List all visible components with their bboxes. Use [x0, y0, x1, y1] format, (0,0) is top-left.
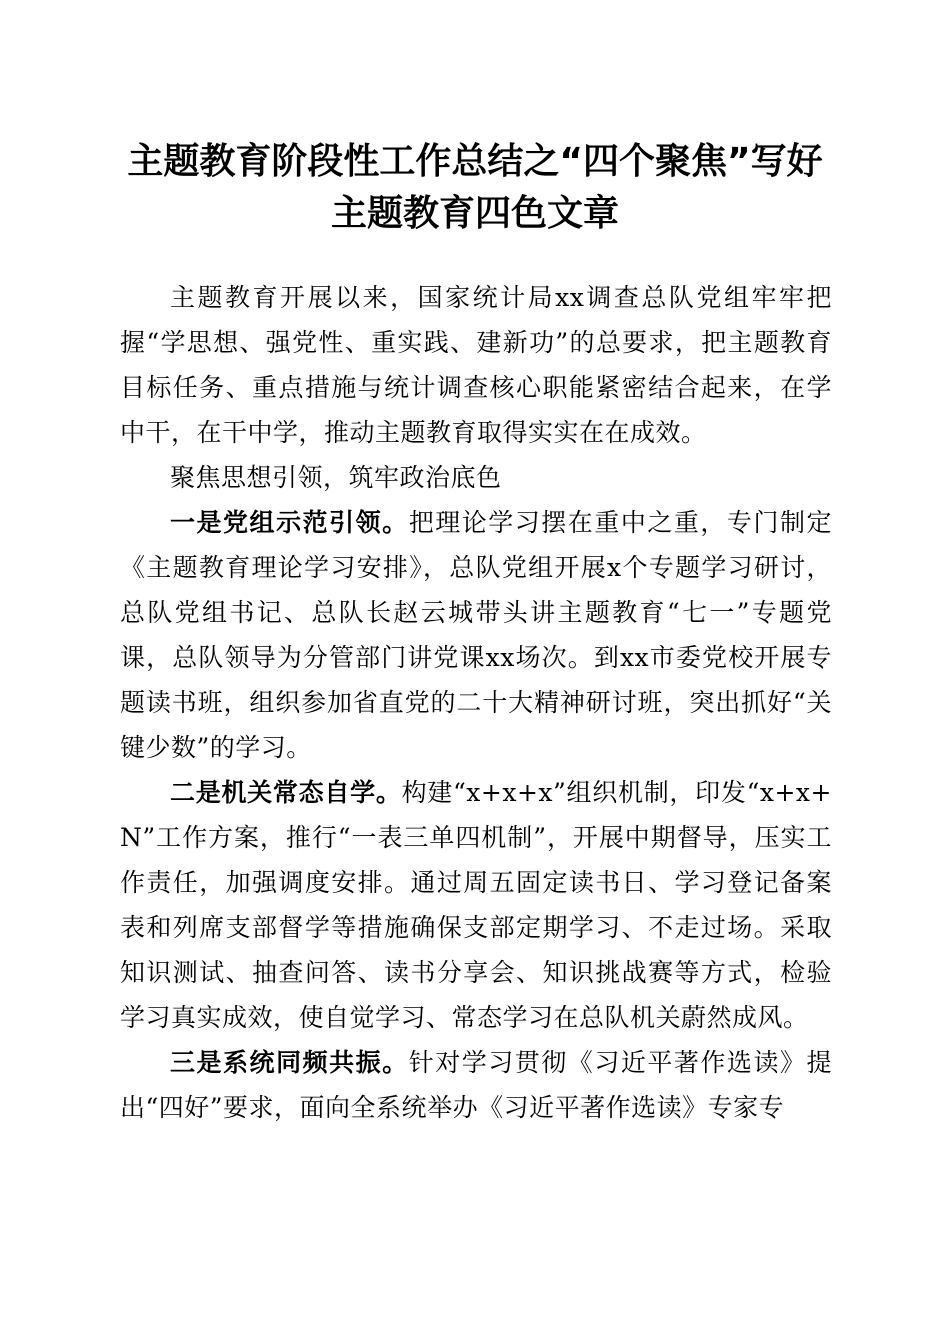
item-paragraph-2: [120, 770, 832, 1040]
item-text-2: 构建“x+x+x”组织机制，印发“x+x+N”工作方案，推行“一表三单四机制”，开展中期督导，压实工作责任，加强调度安排。通过周五固定读书日、学习登记备案表和列席支部督学等措施确保支部定期学习、不走过场。采取知识测试、抽查问答、读书分享会、知识挑战赛等方式，检验学习真实成效，使自觉学习、常态学习在总队机关蔚然成风。: [120, 778, 832, 1032]
section-heading: 聚焦思想引领，筑牢政治底色: [170, 463, 502, 492]
item-text-1: 把理论学习摆在重中之重，专门制定《主题教育理论学习安排》，总队党组开展x个专题学习研讨，总队党组书记、总队长赵云城带头讲主题教育“七一”专题党课，总队领导为分管部门讲党课xx场次。到xx市委党校开展专题读书班，组织参加省直党的二十大精神研讨班，突出抓好“关键少数”的学习。: [120, 508, 832, 762]
item-lead-1: 一是党组示范引领。: [170, 508, 409, 537]
document-title: [60, 136, 890, 240]
item-text-3: 针对学习贯彻《习近平著作选读》提出“四好”要求，面向全系统举办《习近平著作选读》专家专: [120, 1048, 832, 1122]
document-body: [120, 275, 832, 1130]
title-line-1: 主题教育阶段性工作总结之“四个聚焦”写好: [127, 141, 823, 182]
item-lead-2: 二是机关常态自学。: [170, 778, 402, 807]
item-paragraph-3: [120, 1040, 832, 1130]
intro-paragraph: 主题教育开展以来，国家统计局xx调查总队党组牢牢把握“学思想、强党性、重实践、建新功”的总要求，把主题教育目标任务、重点措施与统计调查核心职能紧密结合起来，在学中干，在干中学，推动主题教育取得实实在在成效。: [120, 283, 832, 447]
title-line-2: 主题教育四色文章: [330, 193, 619, 234]
item-lead-3: 三是系统同频共振。: [170, 1048, 409, 1077]
item-paragraph-1: [120, 500, 832, 770]
